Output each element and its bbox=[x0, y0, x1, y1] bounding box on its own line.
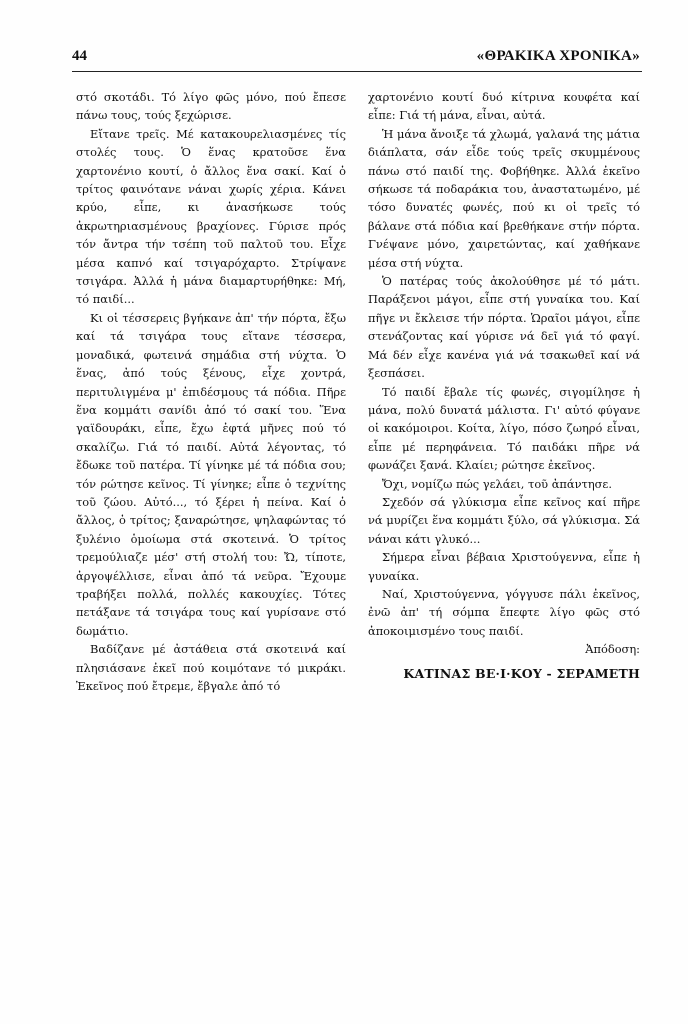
paragraph: χαρτονένιο κουτί δυό κίτρινα κουφέτα καί εἶπε: Γιά τή μάνα, εἶναι, αὐτά. bbox=[368, 90, 640, 123]
left-column bbox=[76, 88, 346, 695]
paragraph: Σχεδόν σά γλύκισμα εἶπε κεῖνος καί πῆρε νά μυρίζει ἕνα κομμάτι ξύλο, σά γλύκισμα. Σά νάναι κάτι γλυκό... bbox=[368, 494, 640, 546]
paragraph: Ὄχι, νομίζω πώς γελάει, τοῦ ἀπάντησε. bbox=[382, 476, 612, 491]
author-signature: ΚΑΤΙΝΑΣ ΒΕ·Ι·ΚΟΥ - ΣΕΡΑΜΕΤΗ bbox=[403, 666, 640, 681]
running-header bbox=[72, 48, 640, 68]
page-number: 44 bbox=[72, 48, 87, 64]
translation-credit: Ἀπόδοση: bbox=[585, 642, 640, 657]
right-column bbox=[368, 88, 640, 659]
paragraph: στό σκοτάδι. Τό λίγο φῶς μόνο, πού ἔπεσε πάνω τους, τούς ξεχώρισε. bbox=[76, 90, 346, 123]
paragraph: Κι οἱ τέσσερεις βγήκανε ἀπ' τήν πόρτα, ἔξω καί τά τσιγάρα τους εἴτανε τέσσερα, μοναδικά, φωτεινά σημάδια στή νύχτα. Ὁ ἕνας, ἀπό τούς ξένους, εἶχε χοντρά, περιτυλιγμένα μ' ἐπιδέσμους τά πόδια. Πῆρε ἕνα κομμάτι σανίδι ἀπό τό σακί του. Ἕνα γαϊδουράκι, εἶπε, ἔχω ἐφτά μῆνες πού τό σκαλίζω. Γιά τό παιδί. Αὐτά λέγοντας, τό ἔδωκε τοῦ πατέρα. Τί γίνηκε μέ τά πόδια σου; τόν ρώτησε κεῖνος. Τί γίνηκε; εἶπε ὁ τεχνίτης τοῦ ζώου. Αὐτό..., τό ξέρει ἡ πείνα. Καί ὁ ἄλλος, ὁ τρίτος; ξαναρώτησε, ψηλαφώντας τό ξυλένιο ὁμοίωμα στά σκοτεινά. Ὁ τρίτος τρεμούλιαζε μέσ' στή στολή του: Ὤ, τίποτε, ἀργοψέλλισε, εἶναι ἀπό τά νεῦρα. Ἔχουμε τραβήξει πολλά, πολλές κακουχίες. Τότες πετάξανε τά τσιγάρα τους καί γυρίσανε στό δωμάτιο. bbox=[76, 310, 346, 638]
paragraph: Ἡ μάνα ἄνοιξε τά χλωμά, γαλανά της μάτια διάπλατα, σάν εἶδε τούς τρεῖς σκυμμένους πάνω στό παιδί της. Φοβήθηκε. Ἀλλά ἐκεῖνο σήκωσε τά ποδαράκια του, ἀναστατωμένο, μέ τόσο δυνατές φωνές, πού κι οἱ τρεῖς τό βάλανε στά πόδια καί βρεθήκανε στήν πόρτα. Γνέψανε μόνο, χαιρετώντας, καί χαθήκανε μέσα στή νύχτα. bbox=[368, 126, 640, 270]
paragraph: Σήμερα εἶναι βέβαια Χριστούγεννα, εἶπε ἡ γυναίκα. bbox=[368, 550, 640, 583]
paragraph: Ὁ πατέρας τούς ἀκολούθησε μέ τό μάτι. Παράξενοι μάγοι, εἶπε στή γυναίκα του. Καί πῆγε νι ἔκλεισε τήν πόρτα. Ὡραῖοι μάγοι, εἶπε στενάζοντας καί γύρισε νά δεῖ γιά τό φαγί. Μά δέν εἶχε κανένα γιά νά τσακωθεῖ καί νά ξεσπάσει. bbox=[368, 274, 640, 381]
paragraph: Τό παιδί ἔβαλε τίς φωνές, σιγομίλησε ἡ μάνα, πολύ δυνατά μάλιστα. Γι' αὐτό φύγανε οἱ κακόμοιροι. Κοίτα, λίγο, πόσο ζωηρό εἶναι, εἶπε μέ περηφάνεια. Τό παιδάκι πῆρε νά φωνάζει ξανά. Κλαίει; ρώτησε ἐκεῖνος. bbox=[368, 384, 640, 473]
paragraph: Εἴτανε τρεῖς. Μέ κατακουρελιασμένες τίς στολές τους. Ὁ ἕνας κρατοῦσε ἕνα χαρτονένιο κουτί, ὁ ἄλλος ἕνα σακί. Καί ὁ τρίτος φαινότανε νάναι χωρίς χέρια. Κάνει κρύο, εἶπε, κι ἀνασήκωσε τούς ἀκρωτηριασμένους βραχίονες. Γύρισε πρός τόν ἄντρα τήν τσέπη τοῦ παλτοῦ του. Εἶχε μέσα καπνό καί τσιγαρόχαρτο. Στρίψανε τσιγάρα. Ἀλλά ἡ μάνα διαμαρτυρήθηκε: Μή, τό παιδί... bbox=[76, 126, 346, 307]
header-rule bbox=[72, 71, 642, 72]
paragraph: Βαδίζανε μέ ἀστάθεια στά σκοτεινά καί πλησιάσανε ἐκεῖ πού κοιμότανε τό μικράκι. Ἐκεῖνος πού ἔτρεμε, ἔβγαλε ἀπό τό bbox=[76, 642, 346, 693]
paragraph: Ναί, Χριστούγεννα, γόγγυσε πάλι ἐκεῖνος, ἐνῶ ἀπ' τή σόμπα ἔπεφτε λίγο φῶς στό ἀποκοιμισμένο τους παιδί. bbox=[368, 586, 640, 638]
journal-title: «ΘΡΑΚΙΚΑ ΧΡΟΝΙΚΑ» bbox=[476, 48, 640, 64]
